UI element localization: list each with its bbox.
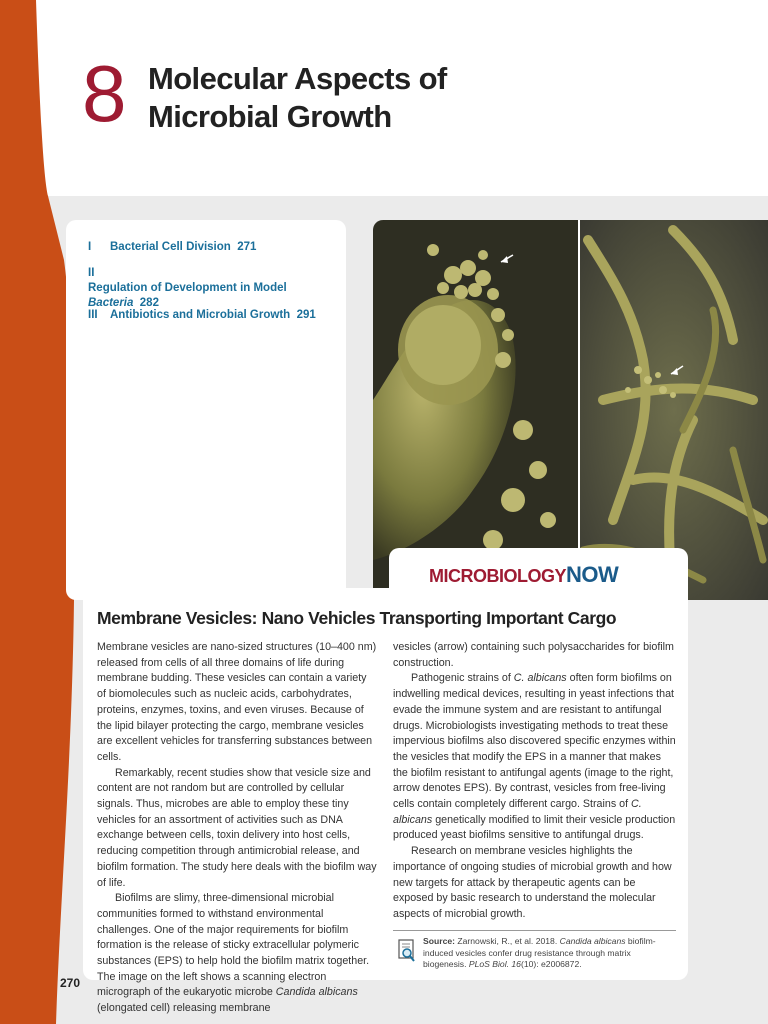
toc-item[interactable]: IIRegulation of Development in Model Bacteria 282: [88, 267, 287, 309]
feature-column-right: [393, 640, 676, 923]
paragraph: Research on membrane vesicles highlights the importance of ongoing studies of microbial growth and how new targets for attack by therapeutic agents can be exposed by basic research to understand the molecular aspects of microbial growth.: [393, 845, 672, 920]
magnifier-document-icon: [398, 939, 416, 963]
header-band-overlay: [0, 0, 60, 200]
paragraph: Biofilms are slimy, three-dimensional microbial communities formed to withstand environmental challenges. One of the major requirements for biofilm formation is the release of sticky extracellular polymeric substances (EPS) to help hold the biofilm matrix together. The image on the left shows a scanning electron micrograph of the eukaryotic microbe Candida albicans (elongated cell) releasing membrane: [97, 892, 370, 1015]
chapter-title: Molecular Aspects of Microbial Growth: [148, 61, 447, 134]
paragraph: vesicles (arrow) containing such polysaccharides for biofilm construction.: [393, 641, 674, 669]
paragraph: Membrane vesicles are nano-sized structures (10–400 nm) released from cells of all three domains of life during membrane budding. These vesicles can contain a variety of biomolecules such as nucleic acids, carbohydrates, proteins, enzymes, toxins, and even viruses. Because of the lipid bilayer protecting the cargo, membrane vesicles are excellent vehicles for transferring substances between cells.: [97, 641, 377, 763]
page-number: 270: [60, 976, 81, 990]
chapter-number: 8: [82, 49, 127, 138]
toc-item[interactable]: III Antibiotics and Microbial Growth 291: [88, 309, 316, 321]
feature-column-left: [97, 640, 377, 1017]
chapter-header: [0, 0, 768, 196]
micrograph-images: [373, 220, 768, 600]
microbiology-now-label: MICROBIOLOGYNOW: [429, 562, 619, 587]
chapter-contents: [66, 220, 346, 600]
left-micrograph: [373, 220, 579, 600]
feature-box: [83, 588, 688, 1015]
paragraph: Pathogenic strains of C. albicans often form biofilms on indwelling medical devices, resulting in yeast infections that evade the immune system and are resistant to antifungal drugs. Microbiologists investigating methods to treat these impervious biofilms also discovered specific enzymes within the vesicles that modify the EPS in a manner that makes the biofilm resistant to antifungal agents (image to the right, arrow denotes EPS). By contrast, vesicles from free-living cells contain completely different cargo. Strains of C. albicans genetically modified to limit their vesicle production produced yeast biofilms sensitive to antifungal drugs.: [393, 672, 676, 842]
right-micrograph: [580, 220, 768, 600]
paragraph: Remarkably, recent studies show that vesicle size and content are not random but are controlled by cellular signals. Thus, microbes are able to employ these tiny vehicles for an assortment of activities such as DNA exchange between cells, toxin delivery into host cells, reducing competition through antimicrobial release, and biofilm formation. The study here deals with the biofilm way of life.: [97, 766, 377, 889]
source-citation: [393, 930, 676, 970]
toc-item[interactable]: I Bacterial Cell Division 271: [88, 241, 257, 253]
feature-title: Membrane Vesicles: Nano Vehicles Transporting Important Cargo: [97, 608, 617, 628]
source-text: Source: Zarnowski, R., et al. 2018. Candida albicans biofilm-induced vesicles confer drug resistance through matrix biogenesis. PLoS Biol. 16(10): e2006872.: [423, 936, 656, 970]
